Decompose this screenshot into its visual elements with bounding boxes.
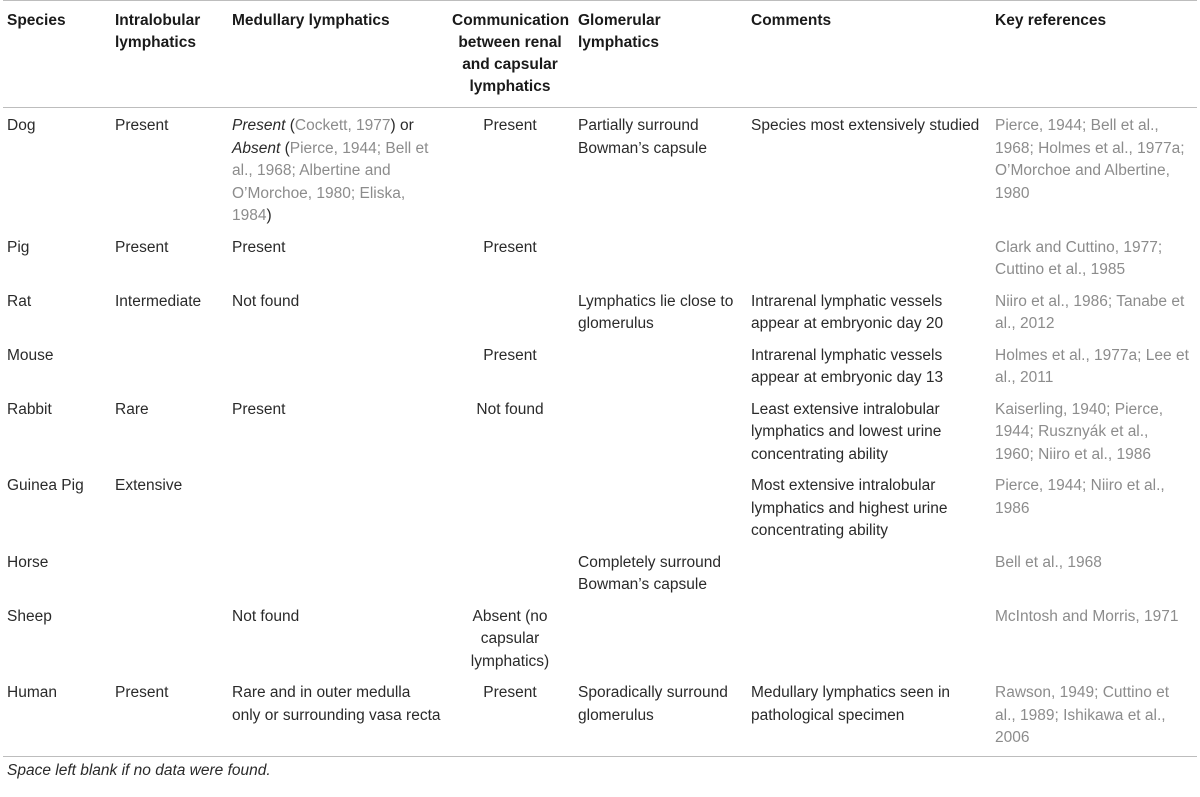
header-glomerular: Glomerular lymphatics <box>578 12 661 51</box>
cell-references: McIntosh and Morris, 1971 <box>995 607 1179 625</box>
cell-medullary: Not found <box>232 292 300 310</box>
cell-comments: Intrarenal lymphatic vessels appear at embryonic day 13 <box>751 346 944 386</box>
table-row <box>3 108 1197 230</box>
header-communication: Communication between renal and capsular lymphatics <box>452 12 570 95</box>
reference-text: Pierce, 1944; Bell et al., 1968; Albertine and O’Morchoe, 1980; Eliska, 1984 <box>232 139 429 224</box>
cell-species: Rabbit <box>7 400 52 418</box>
cell-communication: Present <box>483 117 537 134</box>
table-row <box>3 230 1197 284</box>
cell-intralobular: Intermediate <box>115 292 202 310</box>
cell-references: Clark and Cuttino, 1977; Cuttino et al., 1985 <box>995 238 1163 278</box>
cell-glomerular <box>574 599 747 676</box>
cell-medullary <box>228 338 448 392</box>
cell-communication: Present <box>483 238 537 256</box>
cell-species: Mouse <box>7 346 54 364</box>
cell-communication <box>448 284 574 338</box>
table-row <box>3 338 1197 392</box>
table-row <box>3 468 1197 545</box>
cell-communication <box>448 468 574 545</box>
table-row <box>3 599 1197 676</box>
cell-medullary: Not found <box>232 607 300 625</box>
cell-species: Dog <box>7 117 36 134</box>
cell-references: Kaiserling, 1940; Pierce, 1944; Rusznyák et al., 1960; Niiro et al., 1986 <box>995 400 1164 463</box>
header-medullary: Medullary lymphatics <box>232 12 390 29</box>
lymphatics-table <box>3 0 1197 757</box>
cell-intralobular: Extensive <box>115 477 183 494</box>
cell-glomerular <box>574 468 747 545</box>
cell-references: Rawson, 1949; Cuttino et al., 1989; Ishikawa et al., 2006 <box>995 684 1170 746</box>
cell-communication: Absent (no capsular lymphatics) <box>470 607 550 670</box>
cell-species: Guinea Pig <box>7 477 84 494</box>
cell-communication <box>448 545 574 599</box>
cell-comments: Species most extensively studied <box>751 117 980 134</box>
cell-medullary: Rare and in outer medulla only or surrounding vasa recta <box>232 684 441 724</box>
cell-glomerular: Lymphatics lie close to glomerulus <box>578 292 734 332</box>
table-footnote: Space left blank if no data were found. <box>7 761 271 779</box>
cell-glomerular <box>574 230 747 284</box>
cell-intralobular <box>111 338 228 392</box>
table-body <box>3 108 1197 757</box>
cell-comments <box>747 599 991 676</box>
table-header <box>3 1 1197 108</box>
cell-references: Niiro et al., 1986; Tanabe et al., 2012 <box>995 292 1185 332</box>
cell-glomerular <box>574 338 747 392</box>
cell-intralobular <box>111 545 228 599</box>
cell-medullary <box>228 545 448 599</box>
cell-comments <box>747 545 991 599</box>
or-text: or <box>400 117 414 134</box>
cell-glomerular: Completely surround Bowman’s capsule <box>578 553 722 593</box>
cell-references: Holmes et al., 1977a; Lee et al., 2011 <box>995 346 1189 386</box>
cell-medullary: Present (Cockett, 1977) or Absent (Pierce, 1944; Bell et al., 1968; Albertine and O’Morchoe, 1980; Eliska, 1984) <box>232 117 429 224</box>
header-key-references: Key references <box>995 12 1107 29</box>
header-row <box>3 1 1197 108</box>
cell-glomerular: Partially surround Bowman’s capsule <box>578 117 707 157</box>
cell-medullary: Present <box>232 238 286 256</box>
cell-comments: Least extensive intralobular lymphatics and lowest urine concentrating ability <box>751 400 942 463</box>
table-row <box>3 545 1197 599</box>
cell-intralobular: Rare <box>115 400 149 418</box>
absent-label: Absent <box>232 139 281 157</box>
header-species: Species <box>7 12 66 29</box>
present-label: Present <box>232 117 286 134</box>
cell-communication: Not found <box>476 400 544 418</box>
cell-intralobular: Present <box>115 117 169 134</box>
cell-medullary <box>228 468 448 545</box>
cell-species: Pig <box>7 238 30 256</box>
cell-medullary: Present <box>232 400 286 418</box>
reference-text: Cockett, 1977 <box>294 117 391 134</box>
cell-comments: Most extensive intralobular lymphatics and highest urine concentrating ability <box>751 477 948 539</box>
header-intralobular: Intralobular lymphatics <box>115 12 201 51</box>
cell-species: Sheep <box>7 607 52 625</box>
cell-comments: Medullary lymphatics seen in pathological specimen <box>751 684 951 724</box>
table-row <box>3 675 1197 756</box>
cell-communication: Present <box>483 684 537 701</box>
cell-species: Human <box>7 684 57 701</box>
table-row <box>3 392 1197 469</box>
cell-glomerular <box>574 392 747 469</box>
cell-comments <box>747 230 991 284</box>
cell-references: Bell et al., 1968 <box>995 553 1102 571</box>
table-row <box>3 284 1197 338</box>
cell-species: Rat <box>7 292 32 310</box>
cell-intralobular: Present <box>115 238 169 256</box>
cell-communication: Present <box>483 346 537 364</box>
cell-references: Pierce, 1944; Niiro et al., 1986 <box>995 477 1165 517</box>
cell-intralobular: Present <box>115 684 169 701</box>
header-comments: Comments <box>751 12 832 29</box>
cell-intralobular <box>111 599 228 676</box>
cell-species: Horse <box>7 553 49 571</box>
cell-glomerular: Sporadically surround glomerulus <box>578 684 728 724</box>
cell-references: Pierce, 1944; Bell et al., 1968; Holmes et al., 1977a; O’Morchoe and Albertine, 1980 <box>995 117 1185 202</box>
cell-comments: Intrarenal lymphatic vessels appear at embryonic day 20 <box>751 292 944 332</box>
